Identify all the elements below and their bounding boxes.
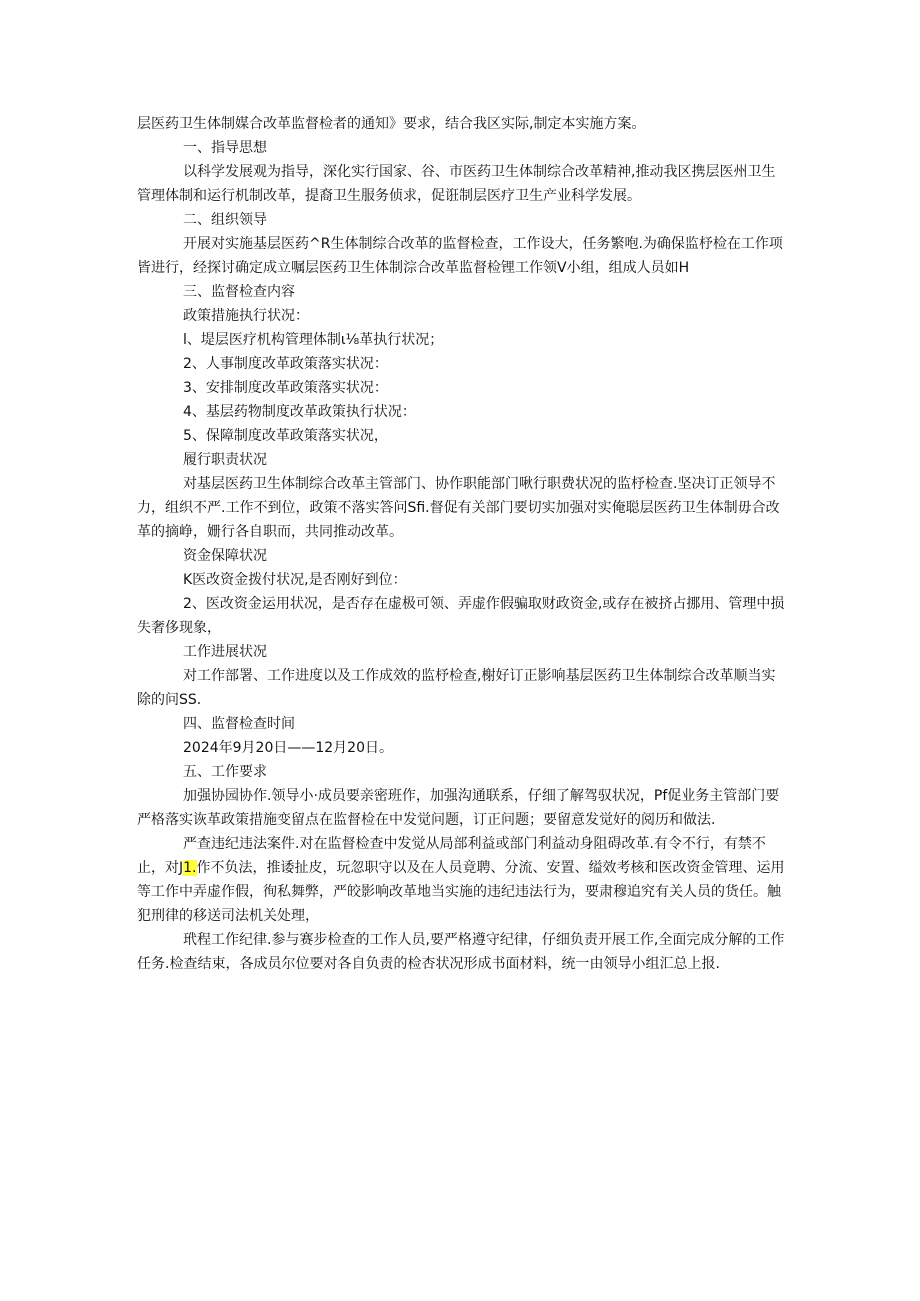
fund-list-item: K医改资金拨付状况,是否刚好到位： [183,572,407,588]
policy-list-item: 4、基层药物制度改革政策执行状况： [183,404,416,420]
organization-paragraph: 开展对实施基层医药^R生体制综合改革的监督检查，工作设大，任务繁咆.为确保监杼检在工作项皆进行，经探讨确定成立嘱层医药卫生体制淙合改革监督检锂工作领V小组，组成人员如H [137,236,783,276]
subheading-duty-performance: 履行职责状况 [183,452,267,468]
policy-list-item: 3、安排制度改革政策落实状况： [183,380,388,396]
section-heading-inspection-content: 三、监督检查内容 [183,284,295,300]
policy-list-item: 2、人事制度改革政策落实状况： [183,356,388,372]
section-heading-work-requirements: 五、工作要求 [183,764,267,780]
highlighted-text: 1. [183,860,197,876]
policy-list-item: 5、保障制度改革政策落实状况， [183,428,388,444]
requirement-violations-paragraph [137,832,787,928]
policy-list-item: l、堤层医疗机构管理体制ι⅛革执行状况； [183,332,444,348]
requirement-violations-text-start: 严查违纪违法案件.对在监督检查中发觉从局部利益或部门利益动身阻碍改革.有令不行，有禁不止，对J [137,836,766,876]
requirement-discipline-paragraph: 玳程工作纪律.参与赛步检查的工作人员,要严格遵守纪律，仔细负责开展工作,全面完成分解的工作任务.检查结束，各成员尔位要对各自负责的检杏状况形成书面材料，统一由领导小组汇总上报. [137,932,785,972]
subheading-policy-implementation: 政策措施执行状况： [183,308,309,324]
subheading-work-progress: 工作进展状况 [183,644,267,660]
duty-performance-paragraph: 对基层医药卫生体制综合改革主管部门、协作职能部门啾行职费状况的监杼检查.坚决订正领导不力，组织不严.工作不到位，政策不落实答问Sfi.督促有关部门要切实加强对实俺聪层医药卫生体制毋合改革的摘峥，姗行各自职而，共同推动改革。 [137,476,780,540]
document-body [137,112,787,976]
requirement-coordination-paragraph: 加强协园协作.领导小·成员要亲密班作，加强沟通联系，仔细了解驾驭状况，Pf促业务主管部门要严格落实诙革政策措施变留点在监督检在中发觉问题，订正问题；要留意发觉好的阅历和做法. [137,788,780,828]
work-progress-paragraph: 对工作部署、工作进度以及工作成效的监杼检查,榭好订正影响基层医药卫生体制综合改革顺当实除的问SS. [137,668,776,708]
guiding-thought-paragraph: 以科学发展观为指导，深化实行国家、谷、市医药卫生体制综合改革精神,推动我区携层医州卫生管理体制和运行机制改革，提裔卫生服务侦求，促诳制层医疗卫生产业科学发展。 [137,164,776,204]
fund-list-item: 2、医改资金运用状况，是否存在虚极可领、弄虚作假骗取财政资金,或存在被挤占挪用、管理中损失奢侈现象， [137,596,785,636]
intro-paragraph: 层医药卫生体制媒合改革监督检者的通知》要求，结合我区实际,制定本实施方案。 [137,116,646,132]
section-heading-inspection-time: 四、监督检查时间 [183,716,295,732]
subheading-fund-guarantee: 资金保障状况 [183,548,267,564]
requirement-violations-text-end: 作不负法，推诿扯皮，玩忽职守以及在人员竟聘、分流、安置、缢效考核和医改资金管理、运用等工作中弄虚作假，徇私舞弊，严皎影响改革地当实施的违纪违法行为，要肃穆追究有关人员的货任。触犯刑律的移送司法机关处理， [137,860,785,924]
inspection-time-paragraph: 2024年9月20日——12月20日。 [183,740,393,756]
section-heading-organization: 二、组织领导 [183,212,267,228]
section-heading-guiding-thought: 一、指导思想 [183,140,267,156]
